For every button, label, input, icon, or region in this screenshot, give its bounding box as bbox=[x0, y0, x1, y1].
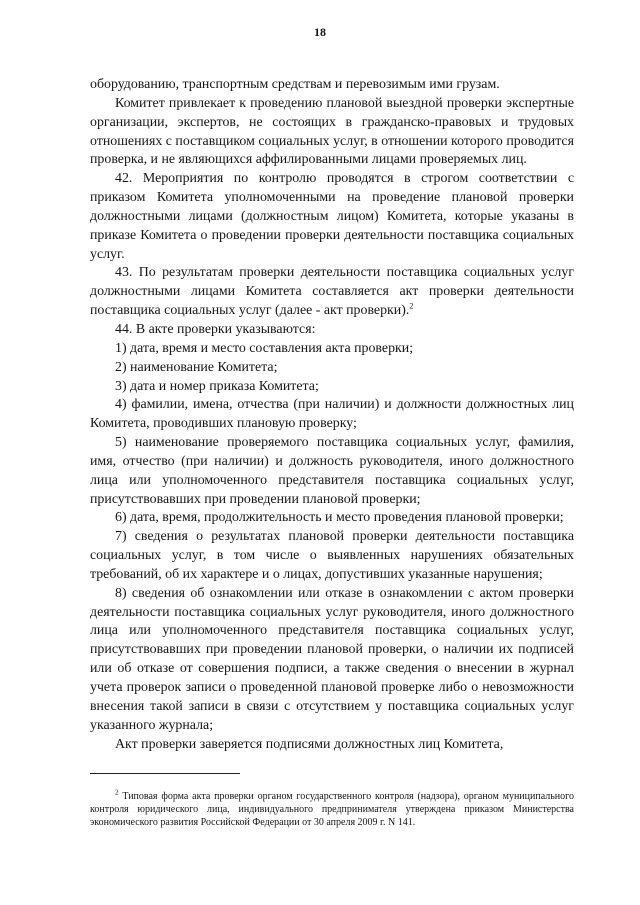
footnote-text: Типовая форма акта проверки органом государственного контроля (надзора), органом муниципального контроля юридического лица, индивидуального предпринимателя утверждена приказом Министерства экономического развития Российской Федерации от 30 апреля 2009 г. N 141. bbox=[90, 791, 574, 828]
footnote-marker: 2 bbox=[115, 788, 119, 797]
list-item: 6) дата, время, продолжительность и место проведения плановой проверки; bbox=[115, 510, 564, 526]
footnote bbox=[90, 790, 574, 829]
footnote-reference[interactable]: 2 bbox=[409, 301, 414, 311]
paragraph: 44. В акте проверки указываются: bbox=[115, 321, 316, 337]
paragraph: оборудованию, транспортным средствам и перевозимым ими грузам. bbox=[90, 77, 500, 92]
body-text bbox=[90, 76, 574, 754]
paragraph-text: 43. По результатам проверки деятельности поставщика социальных услуг должностными лицами Комитета составляется акт проверки деятельности поставщика социальных услуг (далее - акт проверки). bbox=[90, 265, 574, 319]
list-item: 8) сведения об ознакомлении или отказе в ознакомлении с актом проверки деятельности поставщика социальных услуг руководителя, иного должностного лица или уполномоченного представителя поставщика социальных услуг, присутствовавших при проведении плановой проверки, о наличии их подписей или об отказе от совершения подписи, а также сведения о внесении в журнал учета проверок записи о проведенной плановой проверке либо о невозможности внесения такой записи в связи с отсутствием у поставщика социальных услуг указанного журнала; bbox=[90, 585, 574, 733]
list-item: 4) фамилии, имена, отчества (при наличии) и должности должностных лиц Комитета, проводивших плановую проверку; bbox=[90, 397, 574, 432]
paragraph: Акт проверки заверяется подписями должностных лиц Комитета, bbox=[115, 736, 504, 752]
footnote-divider bbox=[90, 773, 240, 774]
list-item: 7) сведения о результатах плановой проверки деятельности поставщика социальных услуг, в том числе о выявленных нарушениях обязательных требований, об их характере и о лицах, допустивших указанные нарушения; bbox=[90, 529, 574, 582]
paragraph: Комитет привлекает к проведению плановой выездной проверки экспертные организации, экспертов, не состоящих в гражданско-правовых и трудовых отношениях с поставщиком социальных услуг, в отношении которого проводится проверка, и не являющихся аффилированными лицами проверяемых лиц. bbox=[90, 95, 574, 168]
page-number: 18 bbox=[314, 25, 326, 39]
list-item: 2) наименование Комитета; bbox=[115, 359, 278, 375]
list-item: 3) дата и номер приказа Комитета; bbox=[115, 378, 319, 394]
list-item: 1) дата, время и место составления акта проверки; bbox=[115, 340, 414, 356]
paragraph bbox=[90, 264, 574, 321]
list-item: 5) наименование проверяемого поставщика социальных услуг, фамилия, имя, отчество (при наличии) и должность руководителя, иного должностного лица или уполномоченного представителя поставщика социальных услуг, присутствовавших при проведении плановой проверки; bbox=[90, 435, 574, 507]
paragraph: 42. Мероприятия по контролю проводятся в строгом соответствии с приказом Комитета уполномоченными на проведение плановой проверки должностными лицами (должностным лицом) Комитета, которые указаны в приказе Комитета о проведении проверки деятельности поставщика социальных услуг. bbox=[90, 171, 574, 262]
